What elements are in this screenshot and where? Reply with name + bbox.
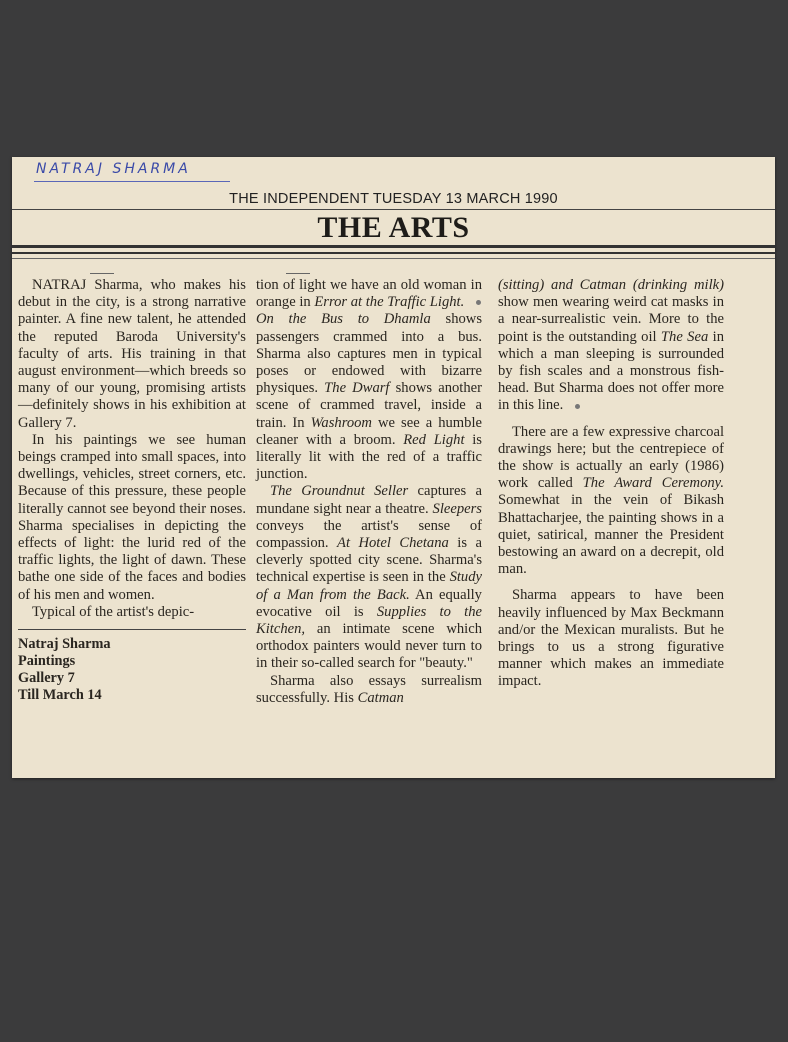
- newspaper-clipping: [12, 157, 775, 778]
- handwritten-annotation: NATRAJ SHARMA: [36, 161, 191, 177]
- article-column-2: [256, 277, 482, 707]
- artwork-title: Error at the Traffic Light.: [314, 294, 465, 311]
- exhibition-infobox: [18, 636, 246, 704]
- artwork-title: The Dwarf: [324, 380, 390, 397]
- artwork-title: Study of a Man from the Back.: [256, 569, 482, 603]
- masthead-rule: [12, 209, 775, 210]
- annotation-underline: [34, 181, 230, 182]
- paragraph: On the Bus to Dhamla shows passengers crammed into a bus. Sharma also captures men in typical poses or endowed with bizarre physiques. The Dwarf shows another scene of crammed travel, inside a train. In Washroom we see a humble cleaner with a broom. Red Light is literally lit with the red of a traffic junction.: [256, 311, 483, 483]
- artwork-title: Catman: [357, 689, 404, 706]
- infobox-artist: Natraj Sharma: [18, 636, 111, 653]
- paragraph: Sharma also essays surrealism successfully. His Catman: [256, 672, 482, 706]
- article-column-3: [498, 277, 724, 691]
- artwork-title: The Award Ceremony.: [582, 475, 724, 492]
- paragraph: tion of light we have an old woman in orange in Error at the Traffic Light.: [256, 277, 482, 311]
- infobox-dates: Till March 14: [18, 687, 102, 704]
- column-rule: [286, 273, 310, 274]
- paragraph: In his paintings we see human beings cramped into small spaces, into dwellings, vehicles, street corners, etc. Because of this pressure, these people literally cannot see beyond their noses. Sharma specialises in depicting the effects of light: the lurid red of the traffic lights, the light of dawn. These bathe one side of the faces and bodies of his men and women.: [18, 431, 246, 603]
- paragraph: There are a few expressive charcoal drawings here; but the centrepiece of the show is actually an early (1986) work called The Award Ceremony. Somewhat in the vein of Bikash Bhattacharjee, the painting shows in a quiet, satirical, manner the President bestowing an award on a decrepit, old man.: [498, 423, 724, 578]
- dateline: THE INDEPENDENT TUESDAY 13 MARCH 1990: [229, 191, 558, 207]
- artwork-title: The Groundnut Seller: [270, 483, 409, 500]
- paragraph: NATRAJ Sharma, who makes his debut in the city, is a strong narrative painter. A fine new talent, he attended the reputed Baroda University's faculty of arts. His training in that august environment—which breeds so many of our young, promising artists—definitely shows in his exhibition at Gallery 7.: [18, 277, 246, 431]
- artwork-title: At Hotel Chetana: [337, 535, 449, 552]
- section-rule-double: [12, 252, 775, 254]
- artwork-title: Washroom: [310, 414, 372, 431]
- artwork-title: Supplies to the Kitchen,: [256, 603, 482, 638]
- artwork-title: The Sea: [660, 328, 709, 345]
- infobox-venue: Gallery 7: [18, 670, 75, 687]
- section-rule-thick: [12, 245, 775, 248]
- ink-dot: [575, 404, 580, 409]
- artwork-title: Sleepers: [432, 500, 482, 517]
- paragraph: Sharma appears to have been heavily influenced by Max Beckmann and/or the Mexican muralists. But he brings to us a strong figurative manner which makes an immediate impact.: [498, 587, 724, 690]
- artwork-title: Red Light: [403, 431, 465, 448]
- infobox-rule: [18, 629, 246, 630]
- section-rule-thin: [12, 258, 775, 259]
- artwork-title: (sitting) and Catman (drinking milk): [498, 277, 724, 293]
- ink-dot: [476, 300, 481, 305]
- paragraph: Typical of the artist's depic-: [32, 603, 195, 620]
- article-column-1: [18, 277, 246, 704]
- column-rule: [90, 273, 114, 274]
- infobox-type: Paintings: [18, 653, 76, 670]
- section-title: THE ARTS: [317, 211, 470, 244]
- paragraph: (sitting) and Catman (drinking milk) show men wearing weird cat masks in a near-surrealistic vein. More to the point is the outstanding oil The Sea in which a man sleeping is surrounded by fish scales and a monstrous fish-head. But Sharma does not offer more in this line.: [498, 277, 724, 414]
- paragraph: The Groundnut Seller captures a mundane sight near a theatre. Sleepers conveys the artist's sense of compassion. At Hotel Chetana is a cleverly spotted city scene. Sharma's technical expertise is seen in the Study of a Man from the Back. An equally evocative oil is Supplies to the Kitchen, an intimate scene which orthodox painters would never turn to in their so-called search for "beauty.": [256, 483, 482, 672]
- artwork-title: On the Bus to Dhamla: [256, 311, 431, 328]
